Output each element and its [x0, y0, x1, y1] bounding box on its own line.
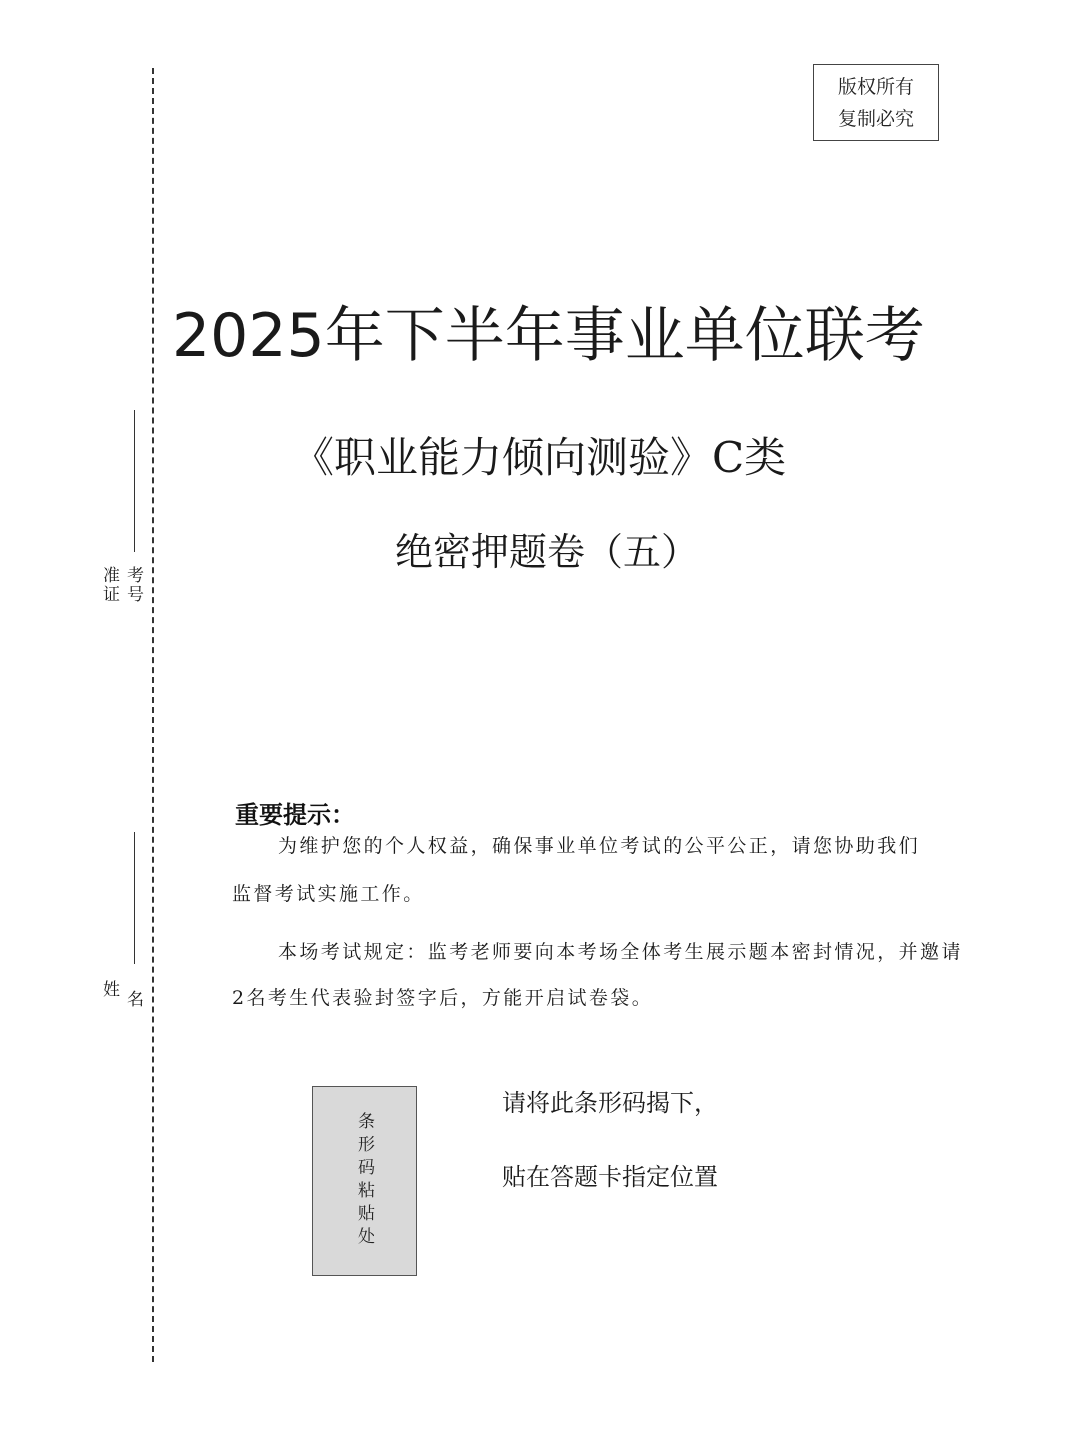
notice-heading: 重要提示：: [235, 801, 355, 829]
notice-paragraph-2: 本场考试规定：监考老师要向本考场全体考生展示题本密封情况，并邀请: [278, 941, 963, 963]
copyright-line1: 版权所有: [837, 75, 914, 98]
notice-paragraph-1-cont: 监督考试实施工作。: [232, 883, 425, 905]
barcode-instruction-1: 请将此条形码揭下，: [502, 1089, 718, 1117]
exam-subject-subtitle: 《职业能力倾向测验》C类: [292, 433, 787, 482]
barcode-sticker-area[interactable]: [312, 1086, 417, 1276]
page-title: 2025年下半年事业单位联考: [172, 301, 925, 371]
copyright-stamp: [813, 64, 939, 141]
exam-number-label: 准证: [99, 566, 119, 604]
notice-paragraph-1: 为维护您的个人权益，确保事业单位考试的公平公正，请您协助我们: [278, 835, 921, 857]
notice-paragraph-2-cont: 2名考生代表验封签字后，方能开启试卷袋。: [232, 987, 654, 1009]
name-label-2: 名: [123, 990, 143, 1009]
exam-number-label-2: 考号: [123, 566, 143, 604]
barcode-area-label: 条形码粘贴处: [354, 1112, 374, 1250]
exam-number-field[interactable]: [134, 410, 135, 552]
name-field[interactable]: [134, 832, 135, 964]
seal-dashed-line: [152, 68, 154, 1362]
name-label: 姓: [99, 980, 119, 999]
barcode-instruction-2: 贴在答题卡指定位置: [502, 1163, 718, 1191]
copyright-line2: 复制必究: [837, 107, 914, 130]
paper-title: 绝密押题卷（五）: [395, 530, 700, 574]
